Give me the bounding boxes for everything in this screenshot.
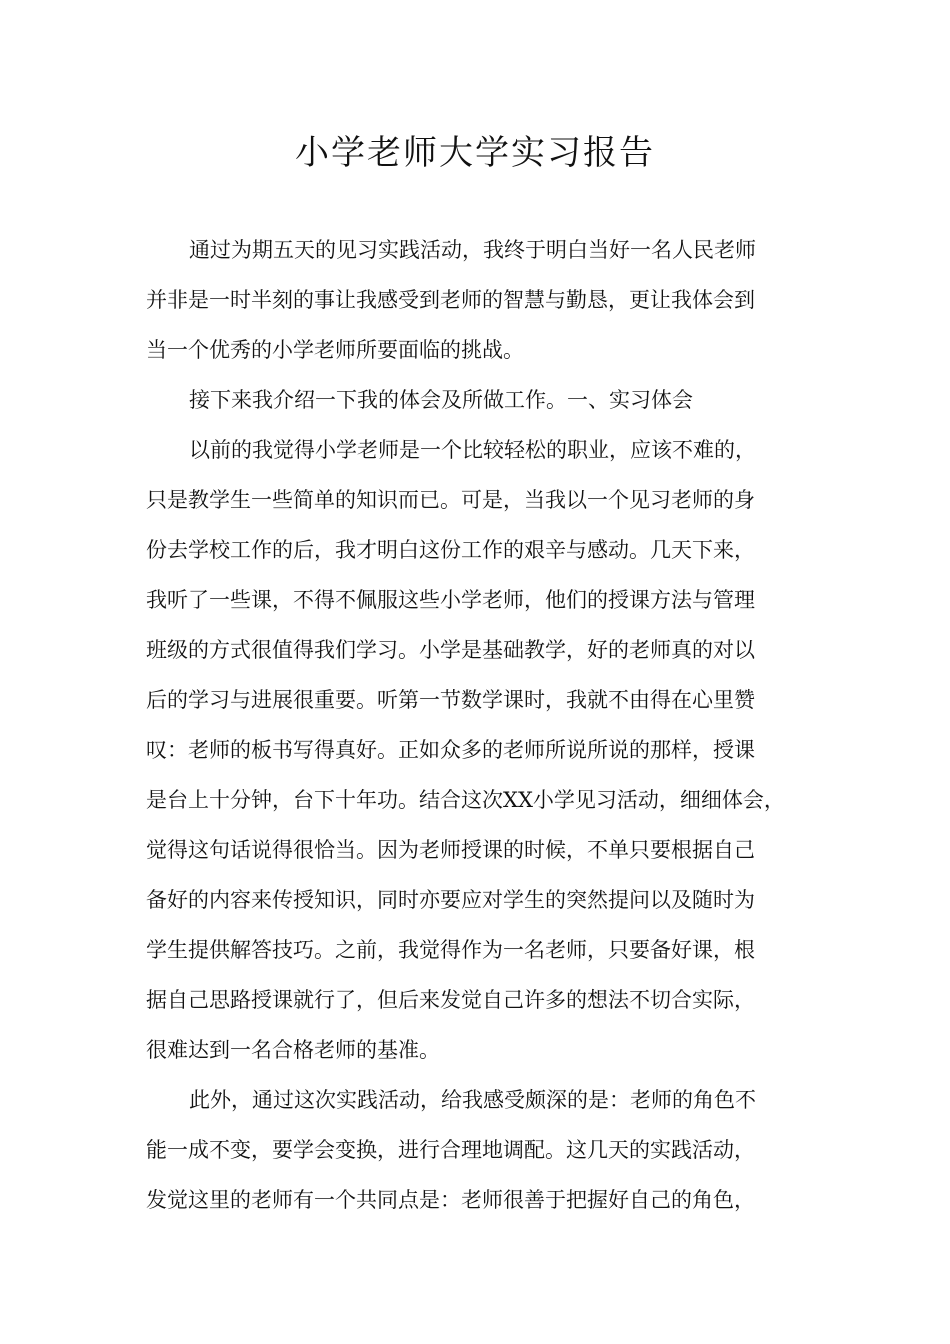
text-line: 只是教学生一些简单的知识而已。可是，当我以一个见习老师的身 [146, 488, 755, 512]
text-line: 班级的方式很值得我们学习。小学是基础教学，好的老师真的对以 [146, 638, 755, 662]
text-line: 很难达到一名合格老师的基准。 [146, 1038, 440, 1062]
text-line: 接下来我介绍一下我的体会及所做工作。一、实习体会 [189, 388, 693, 412]
text-line: 以前的我觉得小学老师是一个比较轻松的职业，应该不难的， [189, 438, 756, 462]
text-line: 觉得这句话说得很恰当。因为老师授课的时候，不单只要根据自己 [146, 838, 755, 862]
text-line: 能一成不变，要学会变换，进行合理地调配。这几天的实践活动， [146, 1138, 755, 1162]
text-line: 我听了一些课，不得不佩服这些小学老师，他们的授课方法与管理 [146, 588, 755, 612]
text-line: 备好的内容来传授知识，同时亦要应对学生的突然提问以及随时为 [146, 888, 755, 912]
document-title: 小学老师大学实习报告 [295, 133, 655, 173]
text-line: 后的学习与进展很重要。听第一节数学课时，我就不由得在心里赞 [146, 688, 755, 712]
text-line: 通过为期五天的见习实践活动，我终于明白当好一名人民老师 [189, 238, 756, 262]
text-line: 叹：老师的板书写得真好。正如众多的老师所说所说的那样，授课 [146, 738, 755, 762]
text-line: 并非是一时半刻的事让我感受到老师的智慧与勤恳，更让我体会到 [146, 288, 755, 312]
text-line: 发觉这里的老师有一个共同点是：老师很善于把握好自己的角色， [146, 1188, 755, 1212]
text-line: 是台上十分钟，台下十年功。结合这次XX小学见习活动，细细体会， [146, 788, 785, 812]
text-line: 学生提供解答技巧。之前，我觉得作为一名老师，只要备好课，根 [146, 938, 755, 962]
text-line: 当一个优秀的小学老师所要面临的挑战。 [146, 338, 524, 362]
text-line: 份去学校工作的后，我才明白这份工作的艰辛与感动。几天下来， [146, 538, 755, 562]
text-line: 此外，通过这次实践活动，给我感受颇深的是：老师的角色不 [189, 1088, 756, 1112]
text-line: 据自己思路授课就行了，但后来发觉自己许多的想法不切合实际， [146, 988, 755, 1012]
